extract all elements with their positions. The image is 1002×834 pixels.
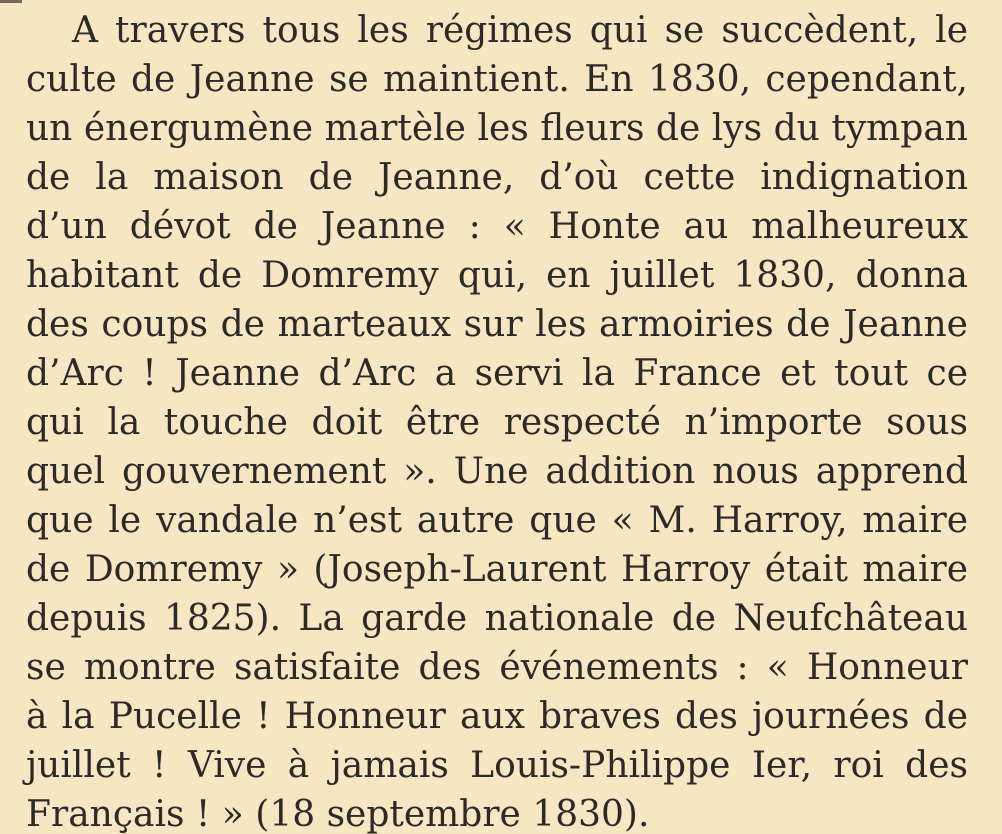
paragraph-line: culte de Jeanne se maintient. En 1830, cependant, (26, 59, 968, 100)
body-paragraph (26, 6, 968, 834)
paragraph-line: juillet ! Vive à jamais Louis-Philippe Ier, roi des (26, 745, 968, 786)
paragraph-line: de Domremy » (Joseph-Laurent Harroy était maire (26, 549, 968, 590)
paragraph-line: depuis 1825). La garde nationale de Neufchâteau (26, 598, 968, 639)
paragraph-line: à la Pucelle ! Honneur aux braves des journées de (26, 696, 968, 737)
previous-line-fragment (0, 0, 22, 3)
paragraph-line: quel gouvernement ». Une addition nous apprend (26, 451, 968, 492)
paragraph-line: d’un dévot de Jeanne : « Honte au malheureux (26, 206, 968, 247)
paragraph-line: A travers tous les régimes qui se succèdent, le (72, 10, 968, 51)
paragraph-line: Français ! » (18 septembre 1830). (26, 794, 650, 834)
paragraph-line: que le vandale n’est autre que « M. Harroy, maire (26, 500, 968, 541)
paragraph-line: se montre satisfaite des événements : « Honneur (26, 647, 968, 688)
paragraph-line: d’Arc ! Jeanne d’Arc a servi la France et tout ce (26, 353, 968, 394)
paragraph-line: un énergumène martèle les fleurs de lys du tympan (26, 108, 968, 149)
paragraph-line: de la maison de Jeanne, d’où cette indignation (26, 157, 968, 198)
paragraph-line: qui la touche doit être respecté n’importe sous (26, 402, 968, 443)
paragraph-line: habitant de Domremy qui, en juillet 1830, donna (26, 255, 968, 296)
paragraph-line: des coups de marteaux sur les armoiries de Jeanne (26, 304, 968, 345)
